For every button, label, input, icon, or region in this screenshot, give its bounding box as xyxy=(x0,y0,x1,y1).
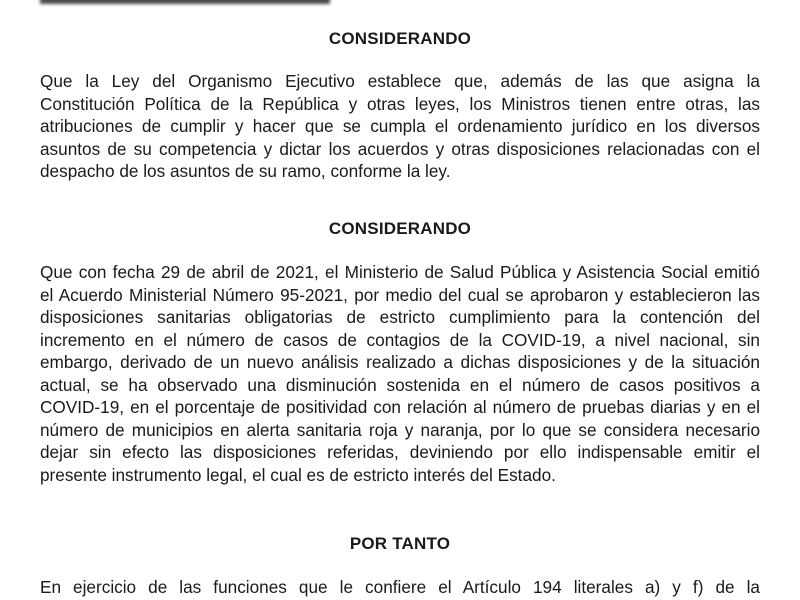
text-line: asuntos de su competencia y dictar los acuerdos y otras disposiciones relacionadas con el xyxy=(40,138,760,159)
text-line: el Acuerdo Ministerial Número 95-2021, por medio del cual se aprobaron y establecieron las xyxy=(40,284,760,305)
text-line: Que con fecha 29 de abril de 2021, el Ministerio de Salud Pública y Asistencia Social emitió xyxy=(40,262,760,282)
section-heading-considerando-1: CONSIDERANDO xyxy=(328,29,472,48)
text-line: Constitución Política de la República y otras leyes, los Ministros tienen entre otras, las xyxy=(40,93,760,114)
text-line: COVID-19, en el porcentaje de positividad con relación al número de pruebas diarias y en el xyxy=(40,397,760,417)
paragraph-por-tanto xyxy=(40,576,760,599)
text-line: número de municipios en alerta sanitaria roja y naranja, por lo que se considera necesario xyxy=(40,419,760,440)
section-heading-por-tanto: POR TANTO xyxy=(349,534,451,553)
text-line: despacho de los asuntos de su ramo, conforme la ley. xyxy=(40,161,451,181)
text-line: presente instrumento legal, el cual es de estricto interés del Estado. xyxy=(40,464,556,485)
text-line: En ejercicio de las funciones que le confiere el Artículo 194 literales a) y f) de la xyxy=(40,577,760,597)
text-line: dejar sin efecto las disposiciones referidas, deviniendo por ello indispensable emitir el xyxy=(40,442,760,462)
cropped-previous-line xyxy=(40,0,330,4)
section-heading-considerando-2: CONSIDERANDO xyxy=(328,219,472,238)
text-line: Que la Ley del Organismo Ejecutivo establece que, además de las que asigna la xyxy=(40,71,760,91)
text-line: incremento en el número de casos de contagios de la COVID-19, a nivel nacional, sin xyxy=(40,329,760,350)
text-line: atribuciones de cumplir y hacer que se cumpla el ordenamiento jurídico en los diversos xyxy=(40,116,760,136)
text-line: disposiciones sanitarias obligatorias de estricto cumplimiento para la contención del xyxy=(40,307,760,327)
paragraph-considerando-1 xyxy=(40,70,760,183)
paragraph-considerando-2 xyxy=(40,261,760,486)
text-line: actual, se ha observado una disminución sostenida en el número de casos positivos a xyxy=(40,374,760,395)
text-line: embargo, derivado de un nuevo análisis realizado a dichas disposiciones y de la situación xyxy=(40,352,760,372)
